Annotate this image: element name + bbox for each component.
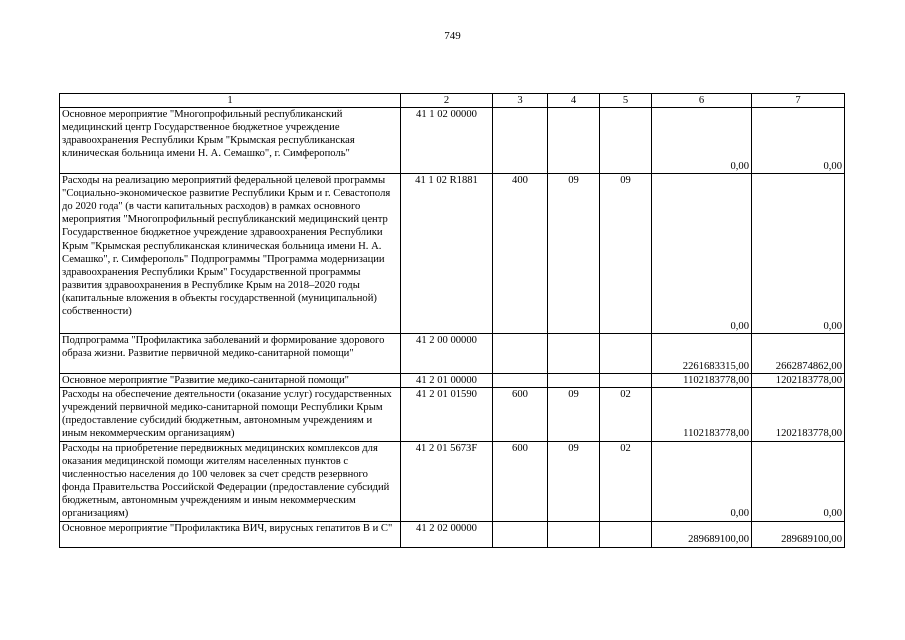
row-col3: 600 (493, 441, 548, 521)
row-description: Основное мероприятие "Развитие медико-санитарной помощи" (60, 374, 401, 388)
row-code: 41 2 02 00000 (401, 521, 493, 547)
table-row (60, 521, 845, 547)
row-description: Расходы на приобретение передвижных медицинских комплексов для оказания медицинской помощи жителям населенных пунктов с численностью населения до 100 человек за счет средств резервного фонда Правительства Российской Федерации (предоставление субсидий бюджетным, автономным учреждениям и иным некоммерческим организациям) (60, 441, 401, 521)
budget-table (59, 93, 845, 548)
row-amount-col6: 0,00 (652, 441, 752, 521)
row-amount-col6: 2261683315,00 (652, 334, 752, 374)
header-cell: 1 (60, 94, 401, 108)
row-code: 41 1 02 R1881 (401, 174, 493, 334)
row-code: 41 2 00 00000 (401, 334, 493, 374)
row-amount-col7: 0,00 (752, 108, 845, 174)
header-cell: 4 (548, 94, 600, 108)
header-cell: 5 (600, 94, 652, 108)
page-number: 749 (444, 30, 461, 42)
row-col3 (493, 334, 548, 374)
row-amount-col6: 0,00 (652, 174, 752, 334)
row-amount-col7: 0,00 (752, 441, 845, 521)
row-col3: 600 (493, 388, 548, 441)
row-col3 (493, 374, 548, 388)
row-col4: 09 (548, 388, 600, 441)
row-col4: 09 (548, 174, 600, 334)
row-col4 (548, 108, 600, 174)
header-row (60, 94, 845, 108)
row-col5 (600, 521, 652, 547)
row-col4 (548, 334, 600, 374)
row-amount-col6: 1102183778,00 (652, 374, 752, 388)
table-row (60, 374, 845, 388)
row-amount-col6: 1102183778,00 (652, 388, 752, 441)
row-col5: 02 (600, 441, 652, 521)
table-row (60, 108, 845, 174)
row-description: Расходы на обеспечение деятельности (оказание услуг) государственных учреждений первичной медико-санитарной помощи Республики Крым (предоставление субсидий бюджетным, автономным учреждениям и иным некоммерческим организациям) (60, 388, 401, 441)
row-amount-col6: 289689100,00 (652, 521, 752, 547)
table-row (60, 174, 845, 334)
row-description: Основное мероприятие "Профилактика ВИЧ, вирусных гепатитов В и С" (60, 521, 401, 547)
header-cell: 3 (493, 94, 548, 108)
row-code: 41 2 01 5673F (401, 441, 493, 521)
row-amount-col7: 0,00 (752, 174, 845, 334)
row-code: 41 1 02 00000 (401, 108, 493, 174)
row-amount-col6: 0,00 (652, 108, 752, 174)
header-cell: 7 (752, 94, 845, 108)
row-amount-col7: 1202183778,00 (752, 388, 845, 441)
header-cell: 2 (401, 94, 493, 108)
row-col4 (548, 521, 600, 547)
table-row (60, 441, 845, 521)
header-cell: 6 (652, 94, 752, 108)
row-col4: 09 (548, 441, 600, 521)
row-amount-col7: 1202183778,00 (752, 374, 845, 388)
row-col4 (548, 374, 600, 388)
row-col5: 09 (600, 174, 652, 334)
row-col5 (600, 108, 652, 174)
row-col5 (600, 334, 652, 374)
row-amount-col7: 289689100,00 (752, 521, 845, 547)
row-col3: 400 (493, 174, 548, 334)
table-row (60, 388, 845, 441)
row-description: Основное мероприятие "Многопрофильный республиканский медицинский центр Государственное бюджетное учреждение здравоохранения Республики Крым "Крымская республиканская клиническая больница имени Н. А. Семашко", г. Симферополь" (60, 108, 401, 174)
table-row (60, 334, 845, 374)
row-col5 (600, 374, 652, 388)
row-col3 (493, 521, 548, 547)
row-code: 41 2 01 00000 (401, 374, 493, 388)
row-description: Подпрограмма "Профилактика заболеваний и формирование здорового образа жизни. Развитие первичной медико-санитарной помощи" (60, 334, 401, 374)
row-col5: 02 (600, 388, 652, 441)
row-amount-col7: 2662874862,00 (752, 334, 845, 374)
row-col3 (493, 108, 548, 174)
row-code: 41 2 01 01590 (401, 388, 493, 441)
row-description: Расходы на реализацию мероприятий федеральной целевой программы "Социально-экономическое развитие Республики Крым и г. Севастополя до 2020 года" (в части капитальных расходов) в рамках основного мероприятия "Многопрофильный республиканский медицинский центр Государственное бюджетное учреждение здравоохранения Республики Крым "Крымская республиканская клиническая больница имени Н. А. Семашко", г. Симферополь" Подпрограммы "Программа модернизации здравоохранения Республики Крым" Государственной программы развития здравоохранения в Республике Крым на 2018–2020 годы (капитальные вложения в объекты государственной (муниципальной) собственности) (60, 174, 401, 334)
